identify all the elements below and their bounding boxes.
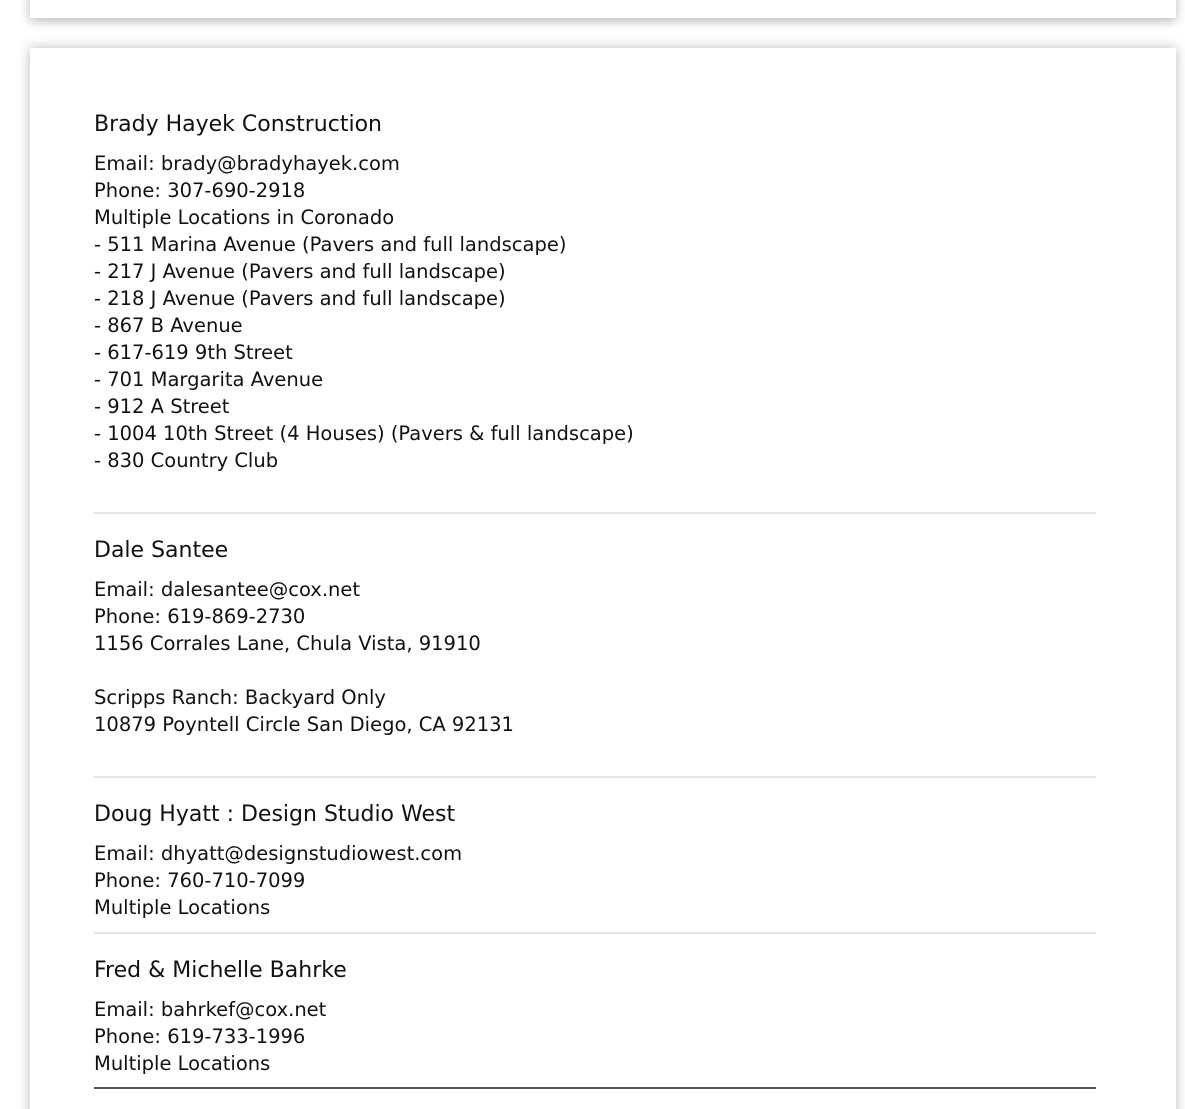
contact-entry (94, 800, 1096, 921)
address-line: - 1004 10th Street (4 Houses) (Pavers & full landscape) (94, 422, 634, 445)
phone-line (94, 867, 1096, 894)
email-label: Email: (94, 998, 161, 1021)
email-link[interactable]: bahrkef@cox.net (160, 998, 327, 1021)
entry-divider (94, 932, 1096, 934)
contact-name: Dale Santee (94, 538, 229, 563)
contact-entry (94, 110, 1096, 474)
contacts-card (30, 48, 1176, 1109)
entry-divider (94, 776, 1096, 778)
address-line: Multiple Locations (94, 896, 271, 919)
address-line: - 511 Marina Avenue (Pavers and full landscape) (94, 233, 567, 256)
email-label: Email: (94, 152, 161, 175)
address-line: Multiple Locations (94, 1052, 271, 1075)
email-line (94, 840, 1096, 867)
phone-line (94, 177, 1096, 204)
address-line: - 830 Country Club (94, 449, 279, 472)
phone-link[interactable]: 619-869-2730 (167, 605, 306, 628)
address-line: - 912 A Street (94, 395, 230, 418)
email-line (94, 150, 1096, 177)
contact-name: Brady Hayek Construction (94, 112, 382, 137)
blank-line (94, 657, 1096, 684)
entry-divider (94, 1087, 1096, 1089)
email-link[interactable]: brady@bradyhayek.com (160, 152, 400, 175)
address-line: - 217 J Avenue (Pavers and full landscape) (94, 260, 506, 283)
address-line: Multiple Locations in Coronado (94, 206, 395, 229)
address-line: - 218 J Avenue (Pavers and full landscape) (94, 287, 506, 310)
email-line (94, 576, 1096, 603)
phone-link[interactable]: 619-733-1996 (167, 1025, 306, 1048)
email-link[interactable]: dalesantee@cox.net (160, 578, 361, 601)
phone-link[interactable]: 307-690-2918 (167, 179, 306, 202)
address-line: - 617-619 9th Street (94, 341, 293, 364)
contact-name: Fred & Michelle Bahrke (94, 958, 347, 983)
contact-entry (94, 536, 1096, 738)
phone-label: Phone: (94, 869, 168, 892)
address-line: 10879 Poyntell Circle San Diego, CA 92131 (94, 713, 514, 736)
phone-label: Phone: (94, 1025, 168, 1048)
phone-label: Phone: (94, 179, 168, 202)
email-line (94, 996, 1096, 1023)
email-label: Email: (94, 578, 161, 601)
contact-entry (94, 956, 1096, 1077)
address-line: - 701 Margarita Avenue (94, 368, 324, 391)
email-link[interactable]: dhyatt@designstudiowest.com (160, 842, 463, 865)
previous-card (30, 0, 1176, 18)
phone-line (94, 1023, 1096, 1050)
address-line: Scripps Ranch: Backyard Only (94, 686, 386, 709)
phone-link[interactable]: 760-710-7099 (167, 869, 306, 892)
entry-divider (94, 512, 1096, 514)
phone-label: Phone: (94, 605, 168, 628)
contacts-list (94, 110, 1096, 1089)
address-line: 1156 Corrales Lane, Chula Vista, 91910 (94, 632, 481, 655)
email-label: Email: (94, 842, 161, 865)
contact-name: Doug Hyatt : Design Studio West (94, 802, 456, 827)
phone-line (94, 603, 1096, 630)
address-line: - 867 B Avenue (94, 314, 243, 337)
